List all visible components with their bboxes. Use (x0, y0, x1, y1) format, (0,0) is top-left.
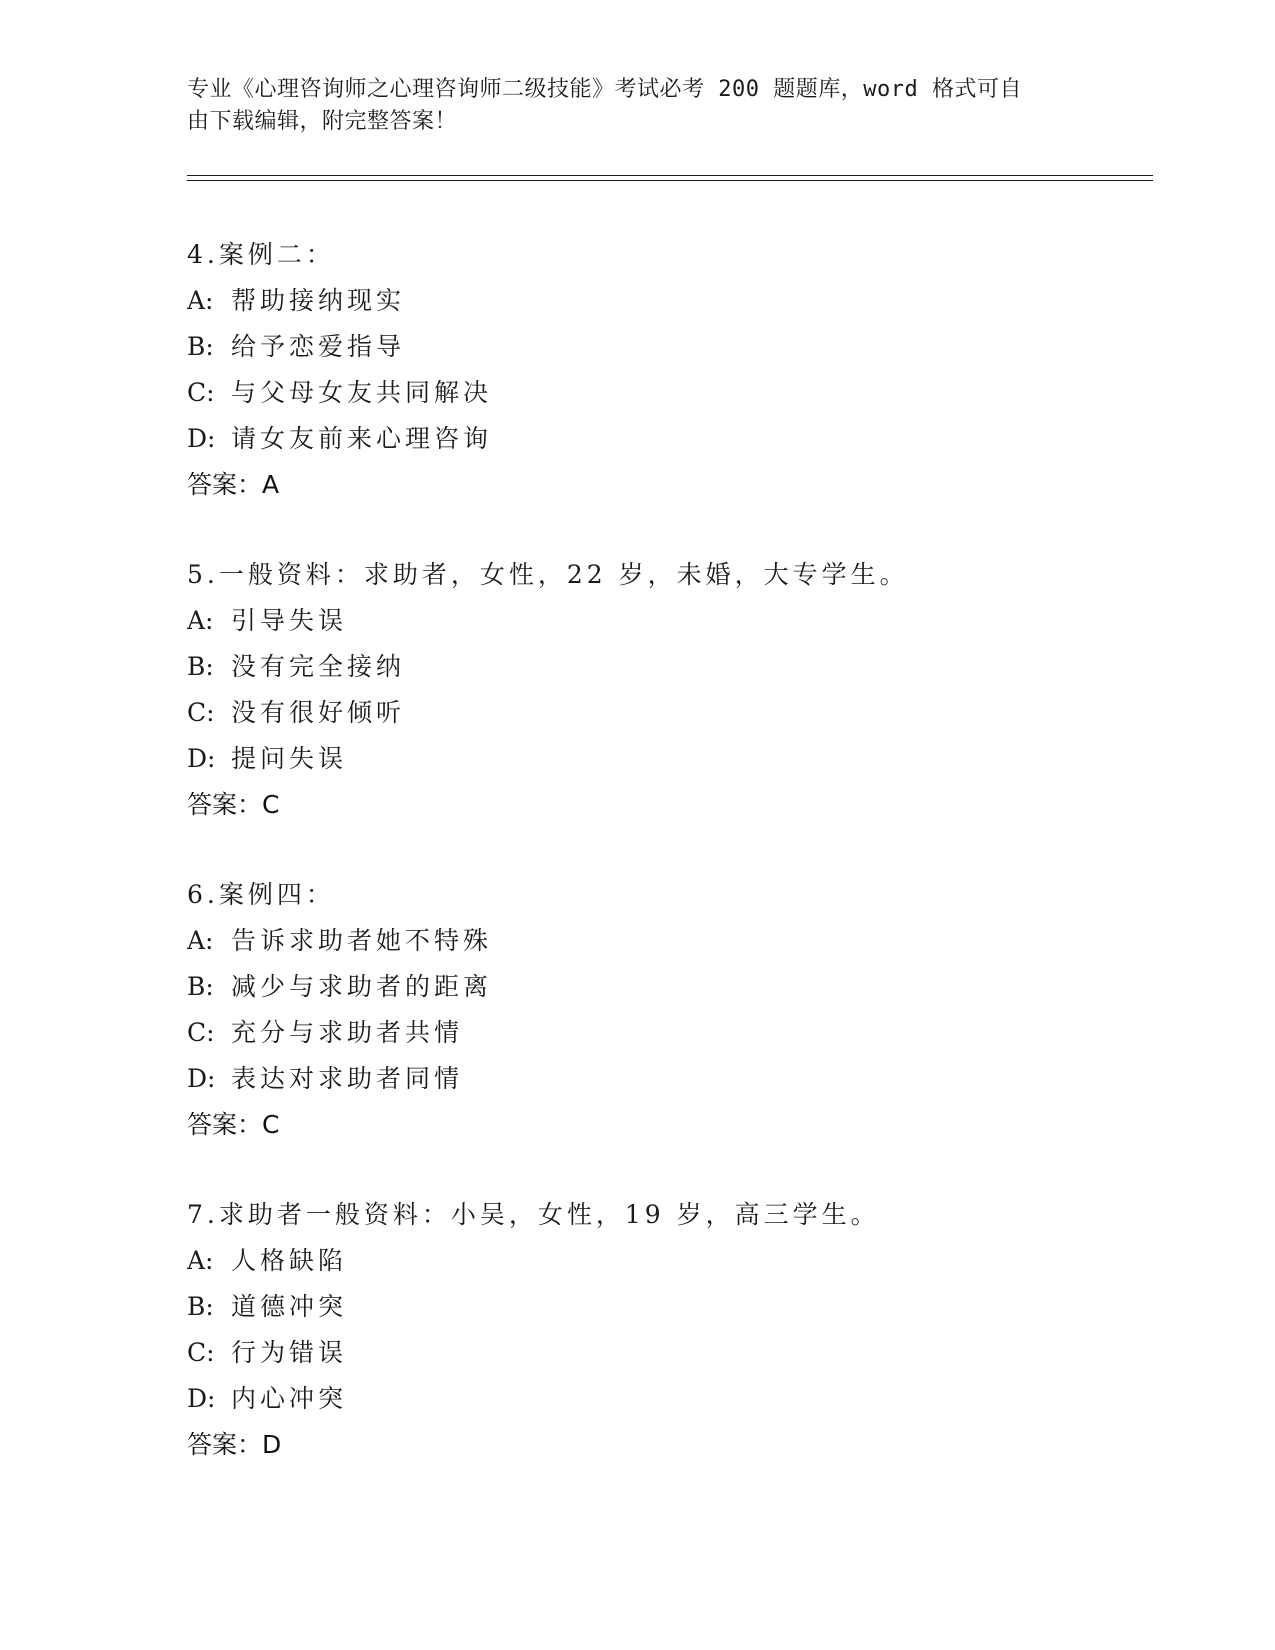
option-text: 没有很好倾听 (231, 698, 406, 727)
header-line-2: 由下载编辑，附完整答案！ (187, 109, 458, 134)
option-text: 行为错误 (231, 1338, 348, 1367)
option-a (187, 598, 1147, 644)
option-a (187, 278, 1147, 324)
option-letter: D: (187, 1064, 216, 1093)
option-letter: A: (187, 1246, 214, 1275)
option-letter: C: (187, 698, 215, 727)
option-letter: D: (187, 1384, 216, 1413)
option-b (187, 964, 1147, 1010)
question-title: 5.一般资料：求助者，女性，22 岁，未婚，大专学生。 (187, 560, 909, 589)
header-line-1: 专业《心理咨询师之心理咨询师二级技能》考试必考 200 题题库，word 格式可自 (187, 77, 1022, 102)
answer-label: 答案：A (187, 470, 280, 499)
option-text: 给予恋爱指导 (231, 332, 406, 361)
option-letter: A: (187, 606, 214, 635)
option-b (187, 1284, 1147, 1330)
option-c (187, 1330, 1147, 1376)
option-text: 人格缺陷 (231, 1246, 348, 1275)
header-divider-top (187, 175, 1153, 176)
option-text: 告诉求助者她不特殊 (231, 926, 493, 955)
document-header (187, 74, 1067, 138)
question-list (187, 232, 1147, 1512)
option-text: 引导失误 (231, 606, 348, 635)
option-d (187, 1056, 1147, 1102)
option-letter: D: (187, 424, 216, 453)
option-c (187, 370, 1147, 416)
option-text: 请女友前来心理咨询 (231, 424, 493, 453)
option-text: 道德冲突 (231, 1292, 348, 1321)
option-letter: B: (187, 652, 214, 681)
answer-label: 答案：C (187, 790, 280, 819)
option-letter: A: (187, 286, 214, 315)
option-d (187, 416, 1147, 462)
question-7 (187, 1192, 1147, 1468)
answer-label: 答案：D (187, 1430, 282, 1459)
option-c (187, 1010, 1147, 1056)
question-4 (187, 232, 1147, 508)
question-title: 7.求助者一般资料：小吴，女性，19 岁，高三学生。 (187, 1200, 880, 1229)
option-text: 表达对求助者同情 (231, 1064, 464, 1093)
option-letter: C: (187, 378, 215, 407)
question-6 (187, 872, 1147, 1148)
option-d (187, 736, 1147, 782)
answer-label: 答案：C (187, 1110, 280, 1139)
question-5 (187, 552, 1147, 828)
question-title: 6.案例四： (187, 880, 335, 909)
option-text: 帮助接纳现实 (231, 286, 406, 315)
option-letter: B: (187, 332, 214, 361)
option-text: 充分与求助者共情 (231, 1018, 464, 1047)
option-b (187, 644, 1147, 690)
question-title: 4.案例二： (187, 240, 335, 269)
option-text: 提问失误 (231, 744, 348, 773)
option-letter: B: (187, 1292, 214, 1321)
option-text: 减少与求助者的距离 (231, 972, 493, 1001)
option-text: 没有完全接纳 (231, 652, 406, 681)
option-letter: A: (187, 926, 214, 955)
option-a (187, 918, 1147, 964)
option-letter: C: (187, 1338, 215, 1367)
option-b (187, 324, 1147, 370)
option-letter: C: (187, 1018, 215, 1047)
option-letter: B: (187, 972, 214, 1001)
option-text: 内心冲突 (231, 1384, 348, 1413)
option-a (187, 1238, 1147, 1284)
option-text: 与父母女友共同解决 (231, 378, 493, 407)
option-c (187, 690, 1147, 736)
option-d (187, 1376, 1147, 1422)
header-divider-bottom (187, 180, 1153, 181)
option-letter: D: (187, 744, 216, 773)
